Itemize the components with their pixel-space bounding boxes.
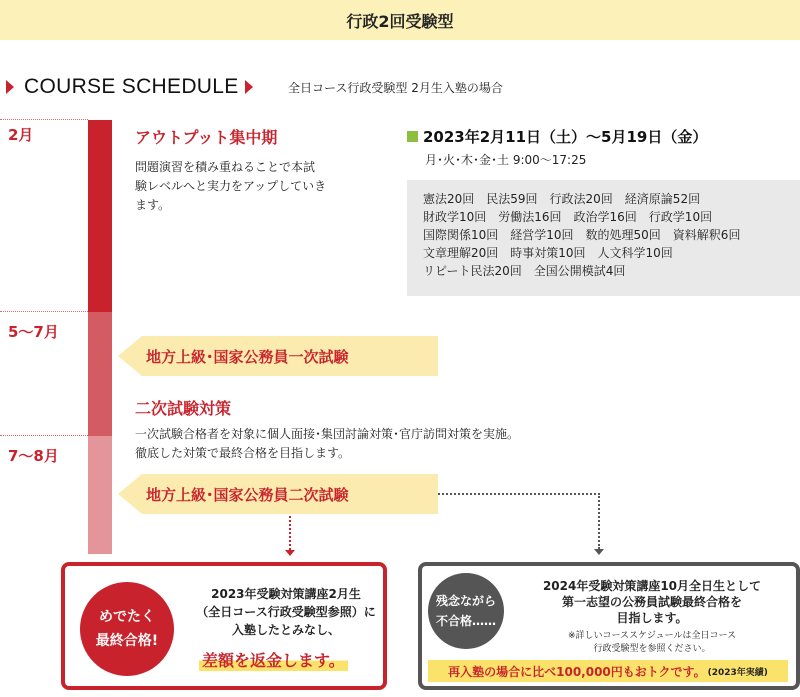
- exam1-label: [142, 336, 438, 376]
- phase1-description: [135, 158, 326, 215]
- triangle-left-icon: [6, 80, 14, 94]
- fail-line: 第一志望の公務員試験最終合格を: [561, 595, 742, 609]
- badge-line: めでたく: [99, 609, 155, 625]
- badge-line: 不合格……: [435, 614, 496, 628]
- savings-text: 再入塾の場合に比べ100,000円もおトクです。: [448, 664, 706, 679]
- connector-fail-h: [438, 493, 600, 495]
- subject-list: [407, 180, 800, 296]
- subject-row: 国際関係10回 経営学10回 数的処理50回 資料解釈6回: [423, 228, 741, 242]
- timeline-bar-phase1: [88, 120, 112, 312]
- pass-line: 入塾したとみなし、: [231, 623, 340, 637]
- phase2-description: [135, 425, 519, 463]
- subject-row: 文章理解20回 時事対策10回 人文科学10回: [423, 246, 673, 260]
- exam2-label: [142, 474, 438, 514]
- banner-title: 行政2回受験型: [346, 11, 454, 31]
- month-divider: [0, 119, 88, 120]
- month-divider: [0, 311, 88, 312]
- phase1-time: 月･火･木･金･土 9:00〜17:25: [425, 153, 587, 167]
- refund-highlight: 差額を返金します。: [199, 648, 348, 671]
- badge-line: 最終合格!: [95, 633, 159, 649]
- connector-pass: [289, 516, 291, 550]
- fail-text: [510, 578, 794, 626]
- timeline-bar-phase3: [88, 436, 112, 554]
- savings-note: (2023年実績): [707, 667, 768, 678]
- fail-notes: [510, 630, 794, 656]
- triangle-right-icon: [245, 80, 253, 94]
- course-schedule-header: [6, 74, 253, 100]
- subject-row: リピート民法20回 全国公開模試4回: [423, 264, 626, 278]
- savings-strip: [428, 660, 788, 682]
- month-label: 2月: [8, 126, 34, 144]
- desc-line: 問題演習を積み重ねることで本試: [135, 160, 316, 174]
- exam2-arrow: [118, 474, 438, 514]
- fail-line: 目指します。: [616, 611, 688, 625]
- fail-badge: [428, 573, 504, 649]
- course-schedule-subtitle: 全日コース行政受験型 2月生入塾の場合: [288, 81, 503, 95]
- subject-row: 財政学10回 労働法16回 政治学16回 行政学10回: [423, 210, 713, 224]
- course-schedule-title: COURSE SCHEDULE: [24, 75, 239, 98]
- arrow-down-icon: [594, 549, 604, 555]
- note-line: 行政受験型を参照ください。: [593, 644, 711, 654]
- arrow-down-icon: [285, 550, 295, 556]
- phase1-title: アウトプット集中期: [135, 128, 278, 147]
- pass-line: 2023年受験対策講座2月生: [211, 587, 361, 601]
- desc-line: 験レベルへと実力をアップしていき: [135, 179, 327, 193]
- arrow-point-icon: [118, 474, 142, 514]
- exam1-text: 地方上級･国家公務員一次試験: [146, 347, 349, 366]
- pass-badge: [80, 582, 174, 676]
- connector-fail-v: [598, 493, 600, 549]
- pass-text: [188, 585, 384, 639]
- exam2-text: 地方上級･国家公務員二次試験: [146, 485, 349, 504]
- page-banner: [0, 0, 800, 40]
- desc-line: ます。: [135, 198, 171, 212]
- month-label: 5〜7月: [8, 323, 59, 341]
- date-text: 2023年2月11日（土）〜5月19日（金）: [423, 128, 708, 146]
- phase2-title: 二次試験対策: [135, 399, 232, 418]
- month-divider: [0, 435, 88, 436]
- note-line: ※詳しいコーススケジュールは全日コース: [567, 631, 737, 641]
- arrow-point-icon: [118, 336, 142, 376]
- green-square-icon: [407, 131, 418, 142]
- pass-line: （全日コース行政受験型参照）に: [196, 605, 376, 619]
- phase1-date: [407, 126, 707, 147]
- exam1-arrow: [118, 336, 438, 376]
- month-label: 7〜8月: [8, 447, 59, 465]
- timeline-bar-phase2: [88, 312, 112, 436]
- desc-line: 徹底した対策で最終合格を目指します。: [135, 446, 351, 460]
- badge-line: 残念ながら: [435, 594, 496, 608]
- subject-row: 憲法20回 民法59回 行政法20回 経済原論52回: [423, 192, 701, 206]
- desc-line: 一次試験合格者を対象に個人面接･集団討論対策･官庁訪問対策を実施。: [135, 427, 520, 441]
- fail-line: 2024年受験対策講座10月全日生として: [542, 579, 762, 593]
